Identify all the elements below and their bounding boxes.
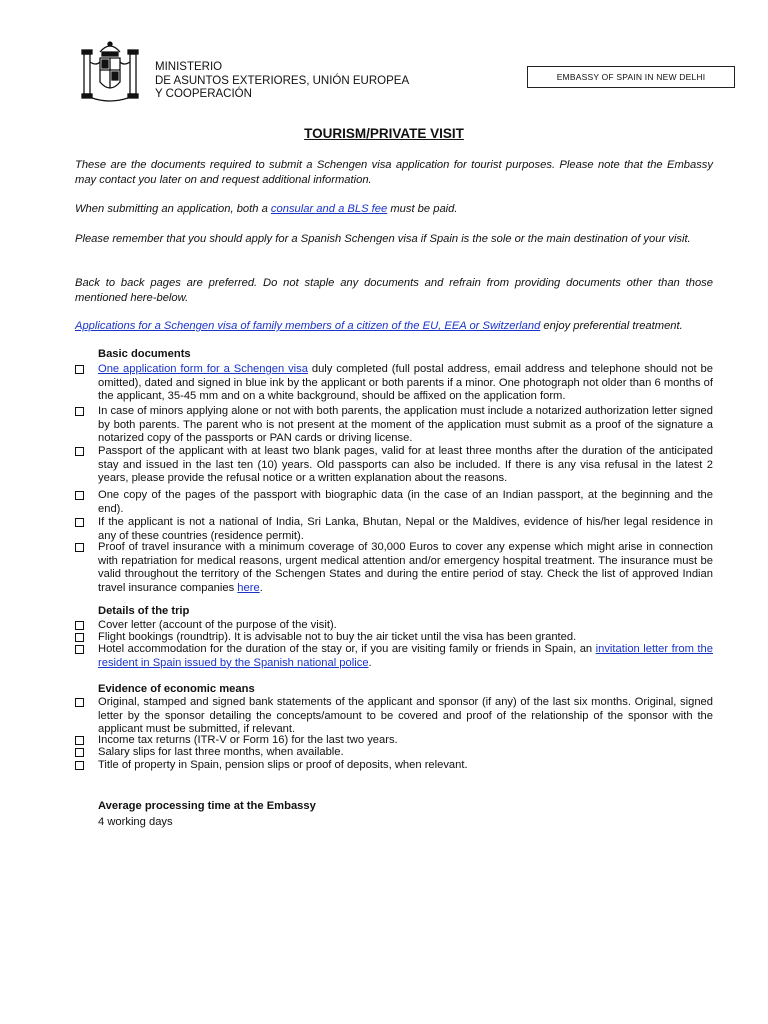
checkbox-icon xyxy=(75,543,84,552)
item-text-end: . xyxy=(259,581,263,594)
list-item xyxy=(75,643,713,670)
item-text: Income tax returns (ITR-V or Form 16) for the last two years. xyxy=(98,734,398,746)
list-item xyxy=(75,516,713,543)
item-text: duly completed (full postal address, email address and telephone should not be omitted), dated and signed in blue ink by the applicant or both parents if a minor. One photograph not older than 6 months of the applicant, 35-45 mm and on a white background, should be affixed on the application form. xyxy=(98,363,713,402)
list-item xyxy=(75,746,713,760)
processing-time-value: 4 working days xyxy=(98,816,173,828)
list-item xyxy=(75,696,713,737)
application-form-link[interactable]: One application form for a Schengen visa xyxy=(98,363,308,375)
checkbox-icon xyxy=(75,621,84,630)
page-title: TOURISM/PRIVATE VISIT xyxy=(304,126,464,141)
item-text: Flight bookings (roundtrip). It is advisable not to buy the air ticket until the visa has been granted. xyxy=(98,631,577,643)
ministry-line: DE ASUNTOS EXTERIORES, UNIÓN EUROPEA xyxy=(155,74,410,87)
item-text: Passport of the applicant with at least two blank pages, valid for at least three months after the duration of the anticipated stay and issued in the last ten (10) years. Old passports can also be included. If there is any visa refusal in the latest 2 years, please provide the refusal notice or a written explanation about the reasons. xyxy=(98,445,713,484)
item-text: In case of minors applying alone or not with both parents, the application must include a notarized authorization letter signed by both parents. The parent who is not present at the moment of the application must submit as a proof of the signature a notarized copy of the passports or PAN cards or driving license. xyxy=(98,405,713,444)
ministry-line: Y COOPERACIÓN xyxy=(155,88,252,100)
invitation-letter-link[interactable]: invitation letter from the resident in Spain issued by the Spanish national police xyxy=(98,643,713,669)
checkbox-icon xyxy=(75,633,84,642)
fee-paragraph xyxy=(75,202,713,217)
checkbox-icon xyxy=(75,645,84,654)
checkbox-icon xyxy=(75,736,84,745)
eu-family-paragraph xyxy=(75,319,713,334)
item-text-end: . xyxy=(368,656,372,669)
checkbox-icon xyxy=(75,491,84,500)
destination-paragraph: Please remember that you should apply for a Spanish Schengen visa if Spain is the sole or the main destination of your visit. xyxy=(75,233,691,245)
trip-details-heading: Details of the trip xyxy=(98,605,190,617)
eu-family-link[interactable]: Applications for a Schengen visa of family members of a citizen of the EU, EEA or Switzerland xyxy=(75,320,541,332)
basic-documents-heading: Basic documents xyxy=(98,348,191,360)
list-item xyxy=(75,363,713,404)
checkbox-icon xyxy=(75,365,84,374)
checkbox-icon xyxy=(75,407,84,416)
fee-text-pre: When submitting an application, both a xyxy=(75,203,271,215)
item-text: Hotel accommodation for the duration of the stay or, if you are visiting family or friends in Spain, an xyxy=(98,643,596,655)
list-item xyxy=(75,445,713,486)
item-text: Proof of travel insurance with a minimum coverage of 30,000 Euros to cover any expense which might arise in connection with repatriation for medical reasons, urgent medical attention and/or emergency hospital treatment. The insurance must be valid throughout the territory of the Schengen States and during the entire period of stay. Check the list of approved Indian travel insurance companies xyxy=(98,541,713,594)
checkbox-icon xyxy=(75,761,84,770)
item-text: One copy of the pages of the passport with biographic data (in the case of an Indian passport, at the beginning and the end). xyxy=(98,489,713,515)
ministry-name xyxy=(155,61,409,102)
item-text: Cover letter (account of the purpose of the visit). xyxy=(98,619,337,631)
processing-time-heading: Average processing time at the Embassy xyxy=(98,800,316,812)
checkbox-icon xyxy=(75,698,84,707)
embassy-label: EMBASSY OF SPAIN IN NEW DELHI xyxy=(527,66,735,88)
fee-text-post: must be paid. xyxy=(387,203,458,215)
list-item xyxy=(75,759,713,773)
staple-paragraph: Back to back pages are preferred. Do not staple any documents and refrain from providing documents other than those mentioned here-below. xyxy=(75,277,713,304)
item-text: Salary slips for last three months, when available. xyxy=(98,746,344,758)
ministry-line: MINISTERIO xyxy=(155,61,223,73)
checkbox-icon xyxy=(75,748,84,757)
coat-of-arms-icon xyxy=(78,38,142,106)
intro-paragraph: These are the documents required to submit a Schengen visa application for tourist purposes. Please note that the Embassy may contact you later on and request additional information. xyxy=(75,159,713,186)
economic-means-heading: Evidence of economic means xyxy=(98,683,255,695)
checkbox-icon xyxy=(75,518,84,527)
list-item xyxy=(75,541,713,595)
list-item xyxy=(75,405,713,446)
eu-family-text: enjoy preferential treatment. xyxy=(540,320,683,332)
item-text: Original, stamped and signed bank statements of the applicant and sponsor (if any) of the last six months. Original, signed letter by the sponsor detailing the concepts/amount to be covered and proof of the relationship of the sponsor with the applicant must be submitted, if relevant. xyxy=(98,696,713,735)
list-item xyxy=(75,489,713,516)
insurance-list-link[interactable]: here xyxy=(237,581,260,594)
checkbox-icon xyxy=(75,447,84,456)
item-text: If the applicant is not a national of India, Sri Lanka, Bhutan, Nepal or the Maldives, evidence of his/her legal residence in any of these countries (residence permit). xyxy=(98,516,713,542)
fee-link[interactable]: consular and a BLS fee xyxy=(270,203,388,215)
item-text: Title of property in Spain, pension slips or proof of deposits, when relevant. xyxy=(98,759,468,771)
